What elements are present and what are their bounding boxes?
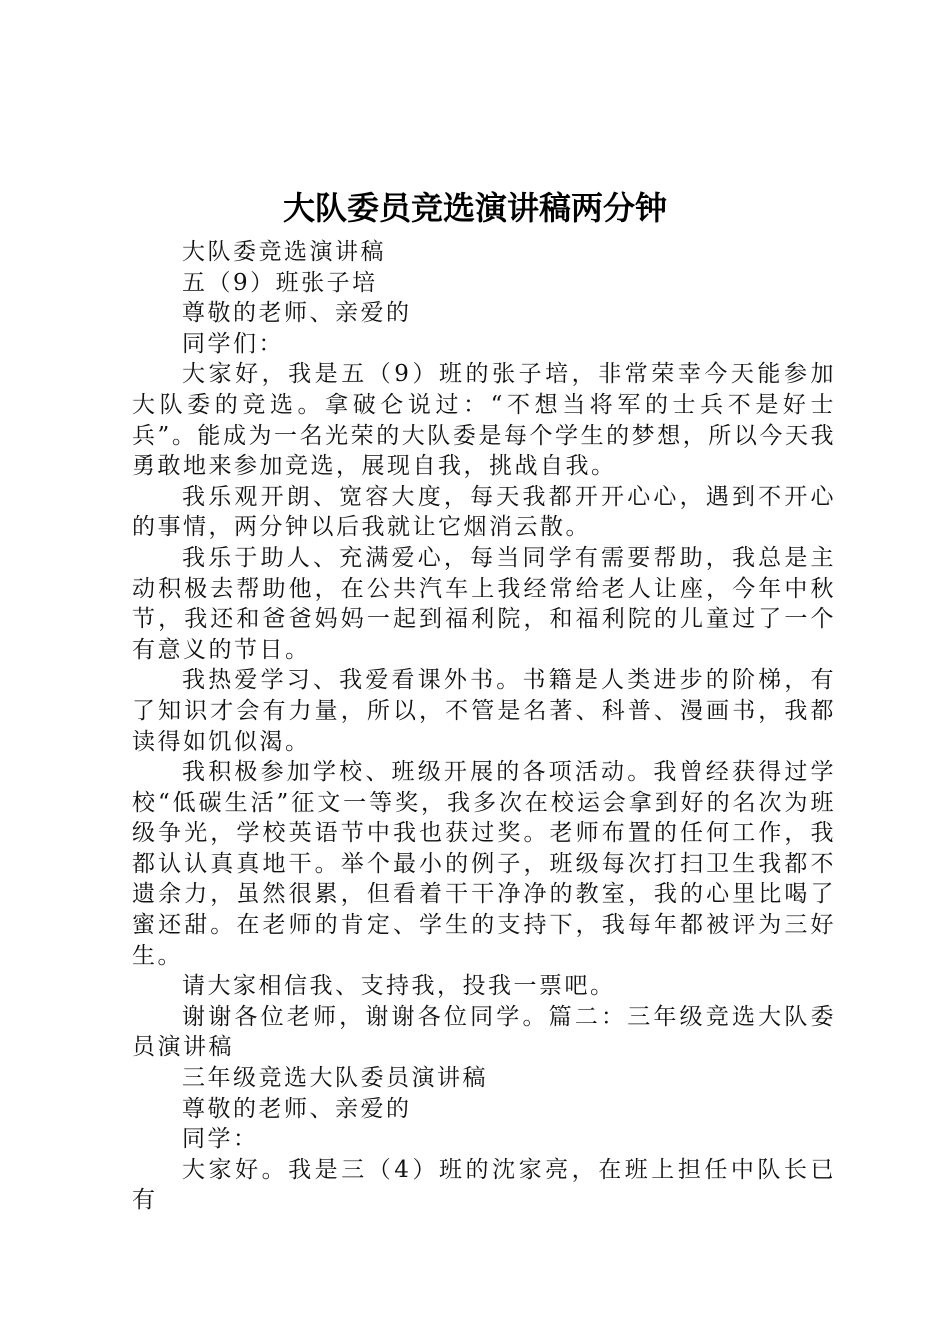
- paragraph: 尊敬的老师、亲爱的: [182, 1095, 412, 1122]
- document-title: 大队委员竞选演讲稿两分钟: [282, 189, 667, 227]
- paragraph: 同学们：: [182, 330, 284, 357]
- paragraph: 谢谢各位老师，谢谢各位同学。篇二：三年级竞选大队委员演讲稿: [132, 1003, 836, 1061]
- paragraph: 大家好，我是五（9）班的张子培，非常荣幸今天能参加大队委的竞选。拿破仑说过：“不想当将军的士兵不是好士兵”。能成为一名光荣的大队委是每个学生的梦想，所以今天我勇敢地来参加竞选，展现自我，挑战自我。: [132, 361, 836, 480]
- paragraph: 尊敬的老师、亲爱的: [182, 300, 412, 327]
- document-body: [132, 237, 836, 1216]
- paragraph: 我乐于助人、充满爱心，每当同学有需要帮助，我总是主动积极去帮助他，在公共汽车上我经常给老人让座，今年中秋节，我还和爸爸妈妈一起到福利院，和福利院的儿童过了一个有意义的节日。: [132, 544, 836, 663]
- paragraph: 五（9）班张子培: [182, 269, 378, 296]
- paragraph: 三年级竞选大队委员演讲稿: [182, 1065, 488, 1092]
- paragraph: 大家好。我是三（4）班的沈家亮，在班上担任中队长已有: [132, 1156, 836, 1214]
- paragraph: 同学：: [182, 1126, 259, 1153]
- paragraph: 请大家相信我、支持我，投我一票吧。: [182, 973, 616, 1000]
- paragraph: 我热爱学习、我爱看课外书。书籍是人类进步的阶梯，有了知识才会有力量，所以，不管是名著、科普、漫画书，我都读得如饥似渴。: [132, 667, 836, 755]
- paragraph: 我乐观开朗、宽容大度，每天我都开开心心，遇到不开心的事情，两分钟以后我就让它烟消云散。: [132, 483, 836, 541]
- paragraph: 我积极参加学校、班级开展的各项活动。我曾经获得过学校“低碳生活”征文一等奖，我多次在校运会拿到好的名次为班级争光，学校英语节中我也获过奖。老师布置的任何工作，我都认认真真地干。举个最小的例子，班级每次打扫卫生我都不遗余力，虽然很累，但看着干干净净的教室，我的心里比喝了蜜还甜。在老师的肯定、学生的支持下，我每年都被评为三好生。: [132, 759, 836, 969]
- paragraph: 大队委竞选演讲稿: [182, 239, 386, 265]
